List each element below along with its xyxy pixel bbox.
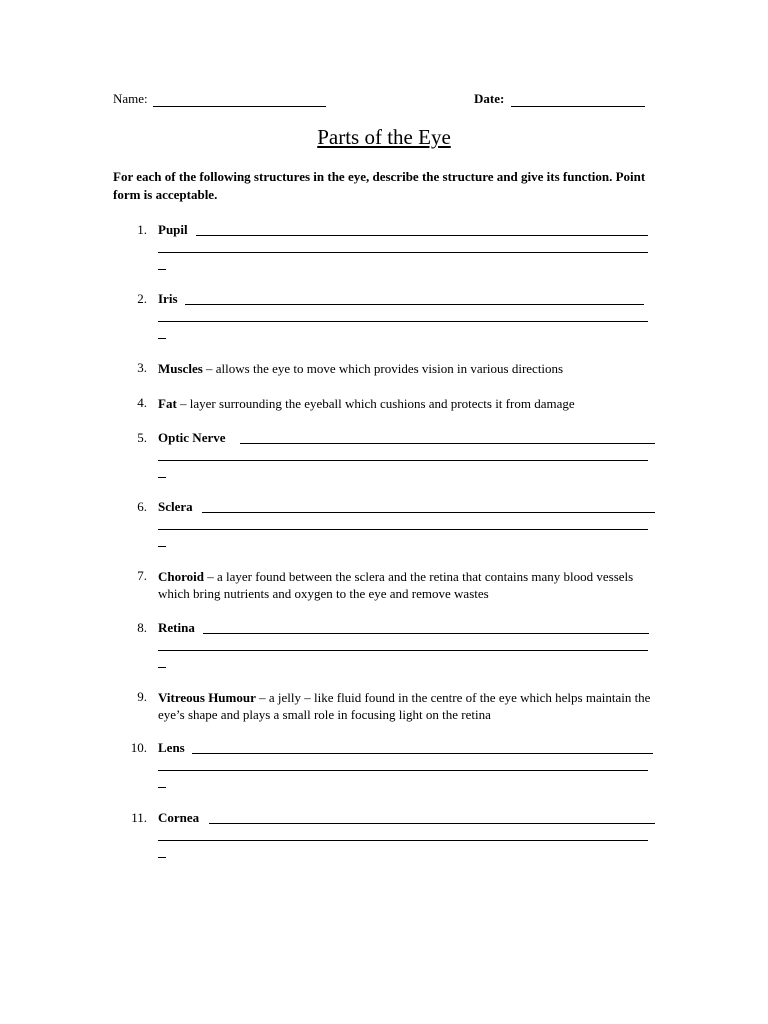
- item-term: Fat: [158, 396, 177, 411]
- item-term: Retina: [158, 620, 195, 635]
- item-number: 3.: [137, 360, 147, 375]
- answer-line-end: [158, 667, 166, 668]
- item-text: [158, 689, 658, 723]
- answer-line: [203, 633, 649, 634]
- item-number: 11.: [131, 810, 147, 825]
- item-term: Iris: [158, 291, 178, 306]
- item-text: [158, 568, 658, 602]
- item-term: Lens: [158, 740, 185, 755]
- name-label: Name:: [113, 91, 148, 106]
- item-term: Pupil: [158, 222, 188, 237]
- answer-line: [158, 252, 648, 253]
- item-description: – allows the eye to move which provides vision in various directions: [202, 361, 564, 376]
- item-term: Sclera: [158, 499, 193, 514]
- item-term: Choroid: [158, 569, 204, 584]
- item-number: 8.: [137, 620, 147, 635]
- answer-line: [185, 304, 644, 305]
- item-number: 4.: [137, 395, 147, 410]
- item-number: 9.: [137, 689, 147, 704]
- answer-line-end: [158, 269, 166, 270]
- item-number: 2.: [137, 291, 147, 306]
- answer-line: [202, 512, 655, 513]
- answer-line-end: [158, 857, 166, 858]
- item-description: – a jelly – like fluid found in the centre of the eye which helps maintain the eye’s shape and plays a small role in focusing light on the retina: [158, 690, 651, 722]
- name-blank-line: [153, 106, 326, 107]
- answer-line-end: [158, 477, 166, 478]
- answer-line: [240, 443, 655, 444]
- item-text: [158, 360, 658, 377]
- answer-line-end: [158, 546, 166, 547]
- item-number: 1.: [137, 222, 147, 237]
- answer-line: [158, 770, 648, 771]
- answer-line: [209, 823, 655, 824]
- item-term: Muscles: [158, 361, 203, 376]
- instructions: For each of the following structures in the eye, describe the structure and give its function. Point form is acceptable.: [113, 169, 646, 202]
- item-description: – a layer found between the sclera and the retina that contains many blood vessels which bring nutrients and oxygen to the eye and remove wastes: [158, 569, 634, 601]
- answer-line-end: [158, 338, 166, 339]
- answer-line-end: [158, 787, 166, 788]
- item-term: Cornea: [158, 810, 200, 825]
- item-number: 7.: [137, 568, 147, 583]
- page-title: Parts of the Eye: [317, 125, 451, 149]
- item-number: 10.: [130, 740, 147, 755]
- item-term: Vitreous Humour: [158, 690, 256, 705]
- date-label: Date:: [474, 91, 505, 106]
- answer-line: [192, 753, 653, 754]
- answer-line: [158, 840, 648, 841]
- answer-line: [158, 650, 648, 651]
- item-term: Optic Nerve: [158, 430, 226, 445]
- header-row: [0, 91, 768, 111]
- item-text: [158, 395, 658, 412]
- answer-line: [158, 321, 648, 322]
- item-description: – layer surrounding the eyeball which cushions and protects it from damage: [176, 396, 575, 411]
- answer-line: [196, 235, 648, 236]
- item-number: 5.: [137, 430, 147, 445]
- date-blank-line: [511, 106, 645, 107]
- answer-line: [158, 460, 648, 461]
- answer-line: [158, 529, 648, 530]
- item-number: 6.: [137, 499, 147, 514]
